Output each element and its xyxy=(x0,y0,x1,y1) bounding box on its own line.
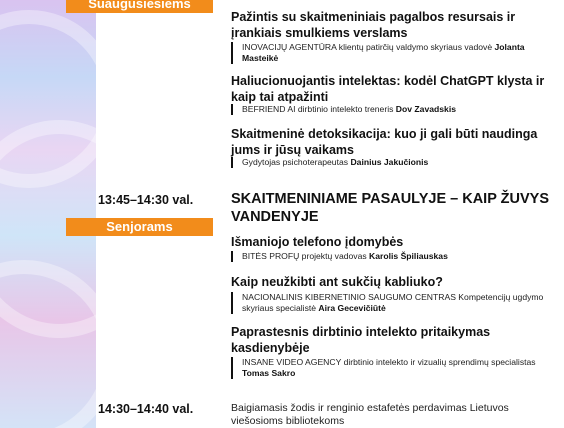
speaker-info xyxy=(231,357,562,379)
speaker-name: Dov Zavadskis xyxy=(395,104,456,114)
speaker-role: Gydytojas psichoterapeutas xyxy=(242,157,349,167)
speaker-name: Dainius Jakučionis xyxy=(350,157,429,167)
talk-title: Išmaniojo telefono įdomybės xyxy=(231,235,404,249)
section-title: SKAITMENINIAME PASAULYJE – KAIP ŽUVYS VANDENYJE xyxy=(231,191,549,225)
closing-time: 14:30–14:40 val. xyxy=(98,402,194,416)
speaker-role: INOVACIJŲ AGENTŪRA klientų patirčių valdymo skyriaus vadovė xyxy=(242,42,493,52)
talk-title: Pažintis su skaitmeniniais pagalbos resursais ir įrankiais smulkiems verslams xyxy=(231,10,516,40)
decorative-gradient-panel xyxy=(0,0,96,428)
speaker-name: Aira Gecevičiūtė xyxy=(318,303,386,313)
speaker-name: Karolis Špiliauskas xyxy=(369,251,448,261)
session-time: 13:45–14:30 val. xyxy=(98,193,194,207)
speaker-info xyxy=(231,42,562,64)
badge-adults: Suaugusiesiems xyxy=(66,0,213,13)
speaker-name: Jolanta Masteikė xyxy=(242,42,525,63)
badge-seniors: Senjorams xyxy=(66,218,213,236)
speaker-info xyxy=(231,157,562,168)
closing-text: Baigiamasis žodis ir renginio estafetės perdavimas Lietuvos viešosioms bibliotekoms xyxy=(231,402,509,427)
speaker-role: BITĖS PROFŲ projektų vadovas xyxy=(242,251,367,261)
speaker-info xyxy=(231,292,562,314)
speaker-role: NACIONALINIS KIBERNETINIO SAUGUMO CENTRAS Kompetencijų ugdymo skyriaus specialistė xyxy=(242,292,544,313)
speaker-name: Tomas Sakro xyxy=(242,368,296,378)
speaker-info xyxy=(231,104,562,115)
talk-title: Skaitmeninė detoksikacija: kuo ji gali būti naudinga jums ir jūsų vaikams xyxy=(231,127,538,157)
talk-title: Haliucionuojantis intelektas: kodėl ChatGPT klysta ir kaip tai atpažinti xyxy=(231,74,545,104)
talk-title: Paprastesnis dirbtinio intelekto pritaikymas kasdienybėje xyxy=(231,325,491,355)
speaker-role: BEFRIEND AI dirbtinio intelekto treneris xyxy=(242,104,394,114)
talk-title: Kaip neužkibti ant sukčių kabliuko? xyxy=(231,275,443,289)
speaker-info xyxy=(231,251,562,262)
speaker-role: INSANE VIDEO AGENCY dirbtinio intelekto ir vizualių sprendimų specialistas xyxy=(242,357,536,367)
